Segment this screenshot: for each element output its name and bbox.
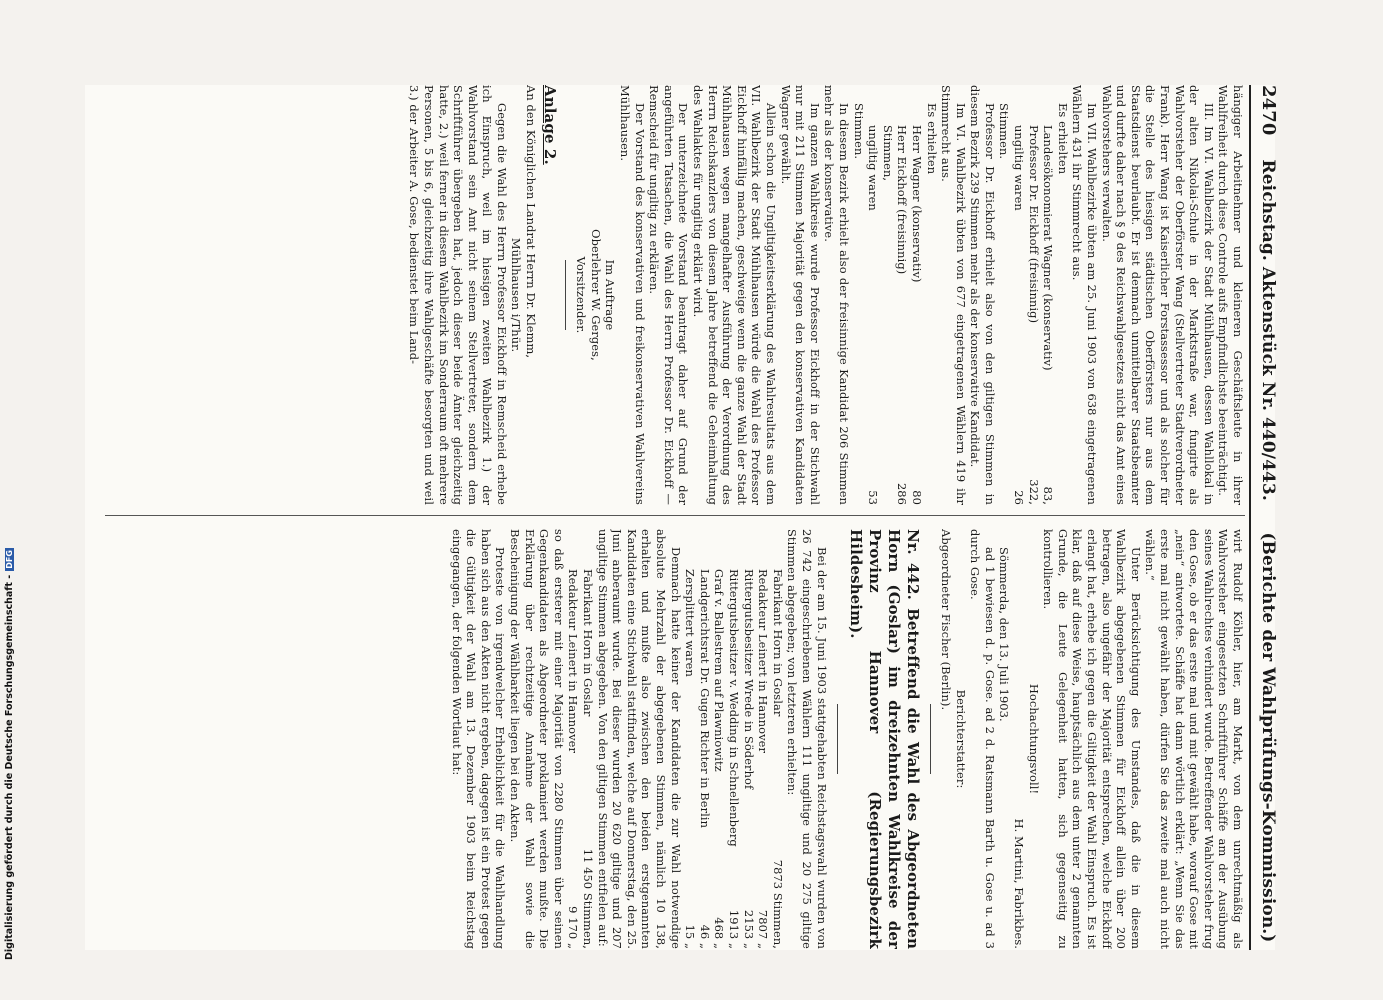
paragraph: Professor Dr. Eickhoff erhielt also von den giltigen Stimmen in diesem Bezirk 239 Stimmen mehr als der konservative Kandidat. [968,85,997,505]
greeting: Hochachtungsvoll! [1026,683,1041,795]
vote-row: Rittergutsbesitzer v. Wedding in Schnellenberg 1913 „ [726,569,741,949]
vote-row: Landgerichtsrat Dr. Gugen Richter in Berlin 46 „ [697,569,712,949]
reporter-label: Berichterstatter: [953,689,968,789]
digitization-credit [2,360,16,960]
rotated-content [85,85,1279,950]
right-column [95,529,1245,949]
signature: H. Martini, Fabrikbes. [1012,818,1027,949]
signature-line: Vorsitzender. [574,256,589,334]
address-line: An den Königlichen Landrat Herrn Dr. Klemm, [524,85,539,359]
left-column [95,85,1245,505]
paragraph: III. Im VI. Wahlbezirk der Stadt Mühlhausen, dessen Wahllokal in der alten Nikolai-Schule in der Marktstraße war, fungirte als Wahlvorsteher der Oberförster Wang (Stellvertreter Stadtverordneter Frank). Herr Wang ist Kaiserlicher Forstassessor und als solcher für die Stelle des hiesigen städtischen Oberförsters nur aus dem Staatsdienst beurlaubt. Er ist demnach unmittelbarer Staatsbeamter und durfte daher nach § 9 des Reichswahlgesetzes nicht das Amt eines Wahlvorstehers verwalten. [1099,85,1216,505]
vote-row: Rittergutsbesitzer Wrede in Söderhof 2153 „ [741,569,756,949]
vote-row: Graf v. Ballestrem auf Plawniowitz 468 „ [712,569,727,949]
vote-row: Professor Dr. Eickhoff (freisinnig) 322, [1026,125,1041,505]
header-title: Reichstag. Aktenstück Nr. 440/443. [1258,159,1278,501]
credit-text: Digitalisierung gefördert durch die Deutsche Forschungsgemeinschaft - [3,574,15,960]
paragraph: so daß ersterer mit einer Majorität von 2280 Stimmen über seinen Gegenkandidaten als Abgeordneter proklamiert werden mußte. Die Erklärung über rechtzeitige Annahme der Wahl sowie die Bescheinigung der Wählbarkeit liegen bei den Akten. [508,529,566,949]
vote-row: Stimmen, [880,125,895,182]
divider [565,260,566,330]
paragraph: Allein schon die Ungiltigkeitserklärung des Wahlresultats aus dem VII. Wahlbezirk der Stadt Mühlhausen würde die Wahl des Professor Eickhoff hinfällig machen, geschweige wenn die ganze Wahl der Stadt Mühlhausen wegen mangelhafter Ausführung der Verordnung des Herrn Reichskanzlers von diesem Jahre betreffend die Geheimhaltung des Wahlaktes für ungiltig erklärt wird. [691,85,778,505]
reporter: Abgeordneter Fischer (Berlin). [939,529,954,711]
paragraph: Unter Berücksichtigung des Umstandes, daß die in diesem Wahlbezirk abgegebenen Stimmen für Eickhoff allein über 200 betragen, also ungefähr der Majorität entsprechen, welche Eickhoff erlangt hat, erhebe ich gegen die Giltigkeit der Wahl Einspruch. Es ist klar, daß auf diese Weise, hauptsächlich aus dem unter 2 genannten Grunde, die Leute Gelegenheit hatten, sich gegenseitig zu kontrollieren. [1041,529,1143,949]
vote-row: Zersplittert waren 15 „ [683,569,698,949]
divider [930,704,931,774]
divider [837,704,838,774]
paragraph: ad 1 bewiesen d. p. Gose. ad 2 d. Ratsmann Barth u. Gose u. ad 3 durch Gose. [968,529,997,949]
paragraph: hängiger Arbeitnehmer und kleineren Geschäftsleute in ihrer Wahlfreiheit durch diese Controle aufs Empfindlichste beeinträchtigt. [1216,85,1245,505]
place-date: Sömmerda, den 13. Juli 1903. [997,547,1012,722]
paragraph: Der unterzeichnete Vorstand beantragt daher auf Grund der angeführten Tatsachen, die Wahl des Herrn Professor Dr. Eickhoff — Remscheid für ungiltig zu erklären. [647,85,691,505]
dfg-logo: DFG [4,550,14,569]
header-subtitle: (Berichte der Wahlprüfungs-Kommission.) [1258,532,1278,943]
vote-row: ungiltig waren 53 [866,125,881,505]
paragraph: Es erhielten [924,103,939,175]
paragraph: Der Vorstand des konservativen und freikonservativen Wahlvereins Mühlhausen. [618,85,647,505]
page-number: 2470 [1258,85,1279,136]
vote-row: Fabrikant Horn in Goslar 11 450 Stimmen, [581,569,596,949]
paragraph: Stimmen. [997,103,1012,160]
scanned-page [85,85,1279,950]
annex-heading: Anlage 2. [540,85,559,165]
vote-row: Herr Eickhoff (freisinnig) 286 [895,125,910,505]
vote-row: Redakteur Leinert in Hannover 7807 „ [756,569,771,949]
vote-row: Redakteur Leinert in Hannover 9 170 „ [566,569,581,949]
paragraph: Im VI. Wahlbezirk übten von 677 eingetragenen Wählern 419 ihr Stimmrecht aus. [939,85,968,505]
vote-list [866,85,924,505]
vote-row: ungiltig waren 26 [1012,125,1027,505]
paragraph: Es erhielten [1055,103,1070,175]
paragraph: Stimmen. [851,103,866,160]
vote-row: Landesökonomierat Wagner (konservativ) 83, [1041,125,1056,505]
paragraph: Im VII. Wahlbezirke übten am 25. Juni 1903 von 638 eingetragenen Wählern 431 ihr Stimmrecht aus. [1070,85,1100,505]
vote-row: Fabrikant Horn in Goslar 7873 Stimmen, [770,569,785,949]
address-line: Mühlhausen i/Thür. [509,237,524,353]
paragraph: Demnach hatte keiner der Kandidaten die zur Wahl notwendige absolute Mehrzahl der abgegebenen Stimmen, nämlich 10 138, erhalten und mußte also zwischen den beiden erstgenannten Kandidaten eine Stichwahl stattfinden, welche auf Donnerstag, den 25. Juni anberaumt wurde. Bei dieser wurden 20 620 giltige und 207 ungiltige Stimmen abgegeben. Von den giltigen Stimmen entfielen auf: [595,529,683,949]
column-divider [105,515,1245,516]
vote-list [683,529,785,949]
section-heading: Nr. 442. Betreffend die Wahl des Abgeordneten Horn (Goslar) im dreizehnten Wahlkreise der Provinz Hannover (Regierungsbezirk Hildesheim). [846,529,922,949]
vote-list [1012,85,1056,505]
signature-line: Im Auftrage [603,259,618,331]
paragraph: wirt Rudolf Köhler, hier, am Markt, von dem unrechtmäßig als Wahlvorsteher eingesetzten Schriftführer Schäffe am der Ausübung seines Wahlrechtes verhindert wurde. Betreffender Wahlvorsteher frug den Gose, ob er das erste mal und mit gewählt habe, worauf Gose mit „nein“ antwortete. Schäffe hat dann wörtlich erklärt: „Wenn Sie das erste mal nicht gewählt haben, dürfen Sie das zweite mal auch nicht wählen.“ [1143,529,1245,949]
signature-line: Oberlehrer W. Gerges, [588,229,603,361]
vote-row: Herr Wagner (konservativ) 80 [909,125,924,505]
vote-list [566,529,595,949]
page-header [1249,85,1279,950]
paragraph: Proteste von irgendwelcher Erheblichkeit für die Wahlhandlung haben sich aus den Akten nicht ergeben, dagegen ist ein Protest gegen die Gültigkeit der Wahl am 13. Dezember 1903 beim Reichstag eingegangen, der folgenden Wortlaut hat: [449,529,508,949]
paragraph: Gegen die Wahl des Herrn Professor Eickhoff in Remscheid erhebe ich Einspruch, weil im hiesigen zweiten Wahlbezirk 1.) der Wahlvorstand sein Amt nicht seinem Stellvertreter, sondern dem Schriftführer übergeben hat, jedoch dieser beide Ämter gleichzeitig hatte, 2.) weil ferner in diesem Wahlbezirk im Sonderraum oft mehrere Personen, 5 bis 6, gleichzeitig ihre Wahlgeschäfte besorgten und weil 3.) der Arbeiter A. Gose, bedienstet beim Land- [407,85,509,505]
paragraph: Im ganzen Wahlkreise wurde Professor Eickhoff in der Stichwahl nur mit 211 Stimmen Majorität gegen den konservativen Kandidaten Wagner gewählt. [778,85,822,505]
paragraph: In diesem Bezirk erhielt also der freisinnige Kandidat 206 Stimmen mehr als der konservative. [822,85,851,505]
paragraph: Bei der am 15. Juni 1903 stattgehabten Reichstagswahl wurden von 26 742 eingeschriebenen Wählern 111 ungiltige und 20 275 giltige Stimmen abgegeben; von letzteren erhielten: [785,529,829,949]
